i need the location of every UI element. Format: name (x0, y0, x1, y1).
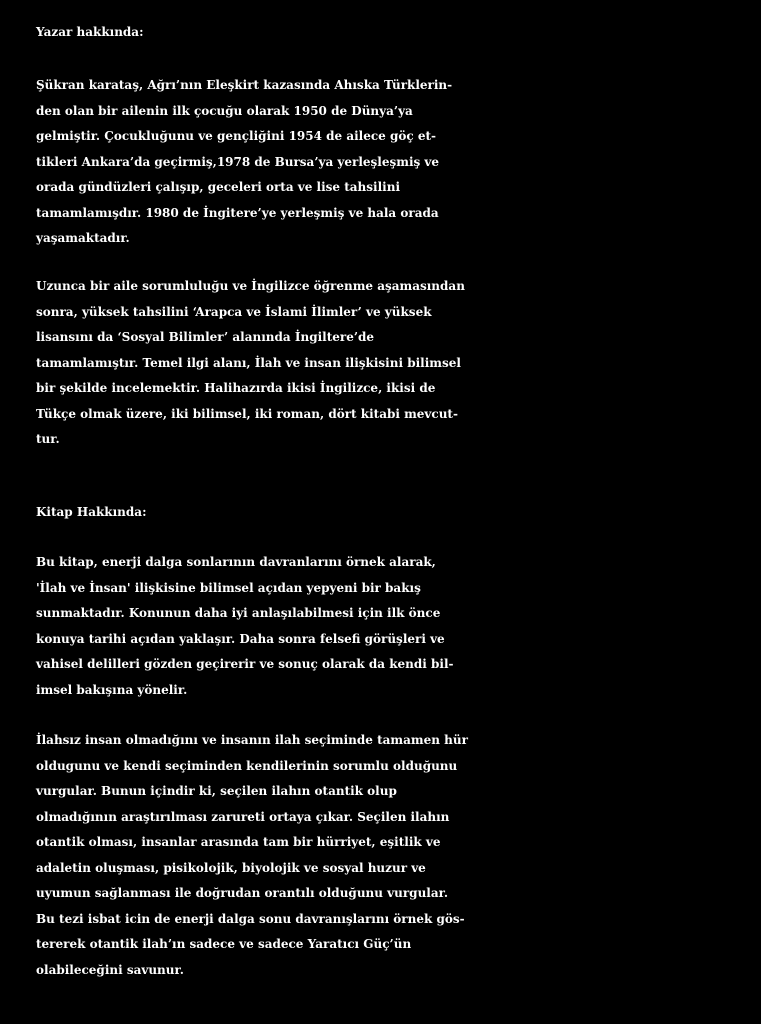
text-line: lisansını da ‘Sosyal Bilimler’ alanında İngiltere’de (36, 330, 375, 344)
text-line: yaşamaktadır. (36, 231, 130, 245)
text-line: Şükran karataş, Ağrı’nın Eleşkirt kazasında Ahıska Türklerin- (36, 78, 453, 92)
text-line: den olan bir ailenin ilk çocuğu olarak 1950 de Dünya’ya (36, 103, 413, 118)
text-line: adaletin oluşması, pisikolojik, biyolojik ve sosyal huzur ve (36, 860, 426, 875)
text-line: Uzunca bir aile sorumluluğu ve İngilizce öğrenme aşamasından (36, 279, 465, 293)
author-paragraph-2 (36, 274, 756, 453)
text-line: tamamlamıştır. Temel ilgi alanı, İlah ve insan ilişkisini bilimsel (36, 355, 461, 370)
text-line: oldugunu ve kendi seçiminden kendilerinin sorumlu olduğunu (36, 758, 458, 773)
text-line: otantik olması, insanlar arasında tam bir hürriyet, eşitlik ve (36, 835, 441, 849)
text-line: orada gündüzleri çalışıp, geceleri orta ve lise tahsilini (36, 180, 400, 194)
text-line: vurgular. Bunun içindir ki, seçilen ilahın otantik olup (36, 784, 397, 798)
text-line: 'İlah ve İnsan' ilişkisine bilimsel açıdan yepyeni bir bakış (36, 580, 421, 595)
text-line: Tükçe olmak üzere, iki bilimsel, iki roman, dört kitabi mevcut- (36, 406, 458, 421)
text-line: Bu kitap, enerji dalga sonlarının davranlarını örnek alarak, (36, 555, 436, 569)
author-paragraph-1 (36, 73, 756, 252)
text-line: olmadığının araştırılması zarureti ortaya çıkar. Seçilen ilahın (36, 809, 450, 824)
text-line: vahisel delilleri gözden geçirerir ve sonuç olarak da kendi bil- (36, 657, 454, 671)
book-section-heading (36, 500, 756, 526)
text-line: tikleri Ankara’da geçirmiş,1978 de Bursa’ya yerleşleşmiş ve (36, 154, 440, 169)
text-line: tur. (36, 432, 60, 446)
text-line: olabileceğini savunur. (36, 962, 184, 977)
text-line: tamamlamışdır. 1980 de İngitere’ye yerleşmiş ve hala orada (36, 205, 439, 220)
text-line: gelmiştir. Çocukluğunu ve gençliğini 1954 de ailece göç et- (36, 129, 437, 143)
text-line: uyumun sağlanması ile doğrudan orantılı olduğunu vurgular. (36, 886, 449, 900)
text-line: sonra, yüksek tahsilini ‘Arapca ve İslami İlimler’ ve yüksek (36, 304, 432, 319)
book-paragraph-1 (36, 550, 756, 703)
text-line: İlahsız insan olmadığını ve insanın ilah seçiminde tamamen hür (36, 733, 468, 747)
text-line: bir şekilde incelemektir. Halihazırda ikisi İngilizce, ikisi de (36, 381, 436, 395)
text-line: konuya tarihi açıdan yaklaşır. Daha sonra felsefi görüşleri ve (36, 631, 445, 646)
text-line: imsel bakışına yönelir. (36, 682, 188, 697)
heading-text: Yazar hakkında: (36, 25, 144, 39)
author-section-heading (36, 20, 756, 46)
text-line: sunmaktadır. Konunun daha iyi anlaşılabilmesi için ilk önce (36, 606, 441, 620)
book-paragraph-2 (36, 728, 756, 983)
text-line: Bu tezi isbat icin de enerji dalga sonu davranışlarını örnek gös- (36, 911, 465, 926)
text-line: tererek otantik ilah’ın sadece ve sadece Yaratıcı Güç’ün (36, 937, 412, 951)
heading-text: Kitap Hakkında: (36, 505, 147, 519)
